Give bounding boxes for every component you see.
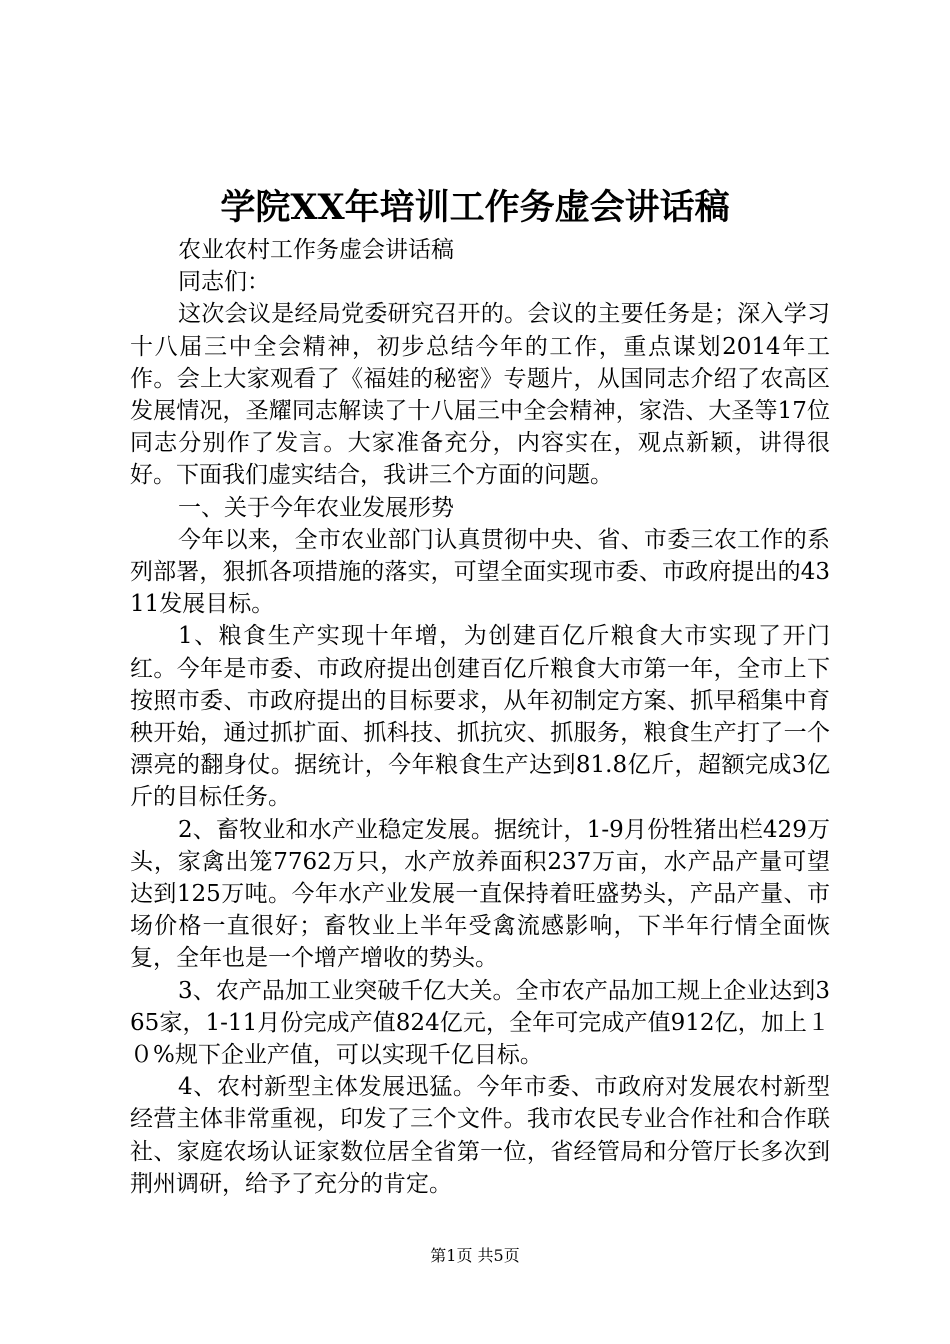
section-heading: 一、关于今年农业发展形势 [178, 494, 454, 521]
salutation-paragraph: 同志们： [178, 269, 270, 296]
subtitle-paragraph: 农业农村工作务虚会讲话稿 [178, 237, 454, 263]
document-body [130, 234, 830, 1200]
body-paragraph: 2、畜牧业和水产业稳定发展。据统计，1-9月份牲猪出栏429万头，家禽出笼7762万只，水产放养面积237万亩，水产品产量可望达到125万吨。今年水产业发展一直保持着旺盛势头，产品产量、市场价格一直很好；畜牧业上半年受禽流感影响，下半年行情全面恢复，全年也是一个增产增收的势头。 [130, 816, 830, 972]
body-paragraph: 3、农产品加工业突破千亿大关。全市农产品加工规上企业达到365家，1-11月份完成产值824亿元，全年可完成产值912亿，加上１０%规下企业产值，可以实现千亿目标。 [130, 977, 830, 1069]
intro-paragraph: 这次会议是经局党委研究召开的。会议的主要任务是；深入学习十八届三中全会精神，初步总结今年的工作，重点谋划2014年工作。会上大家观看了《福娃的秘密》专题片，从国同志介绍了农高区发展情况，圣耀同志解读了十八届三中全会精神，家浩、大圣等17位同志分别作了发言。大家准备充分，内容实在，观点新颖，讲得很好。下面我们虚实结合，我讲三个方面的问题。 [130, 301, 830, 489]
body-paragraph: 4、农村新型主体发展迅猛。今年市委、市政府对发展农村新型经营主体非常重视，印发了三个文件。我市农民专业合作社和合作联社、家庭农场认证家数位居全省第一位，省经管局和分管厅长多次到荆州调研，给予了充分的肯定。 [130, 1074, 830, 1197]
page-footer: 第1页 共5页 [430, 1246, 520, 1265]
body-paragraph: 1、粮食生产实现十年增，为创建百亿斤粮食大市实现了开门红。今年是市委、市政府提出创建百亿斤粮食大市第一年，全市上下按照市委、市政府提出的目标要求，从年初制定方案、抓早稻集中育秧开始，通过抓扩面、抓科技、抓抗灾、抓服务，粮食生产打了一个漂亮的翻身仗。据统计，今年粮食生产达到81.8亿斤，超额完成3亿斤的目标任务。 [130, 623, 830, 811]
body-paragraph: 今年以来，全市农业部门认真贯彻中央、省、市委三农工作的系列部署，狠抓各项措施的落实，可望全面实现市委、市政府提出的4311发展目标。 [130, 526, 830, 618]
document-title: 学院XX年培训工作务虚会讲话稿 [220, 187, 730, 228]
